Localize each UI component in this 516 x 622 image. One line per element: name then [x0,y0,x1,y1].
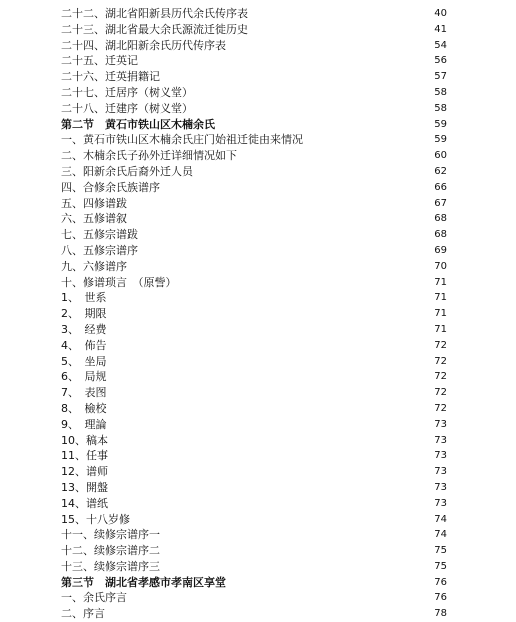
toc-entry-page-number: 76 [434,576,447,588]
toc-entry-title: 三、阳新余氏后裔外迁人员 [61,164,193,178]
toc-entry-page-number: 73 [434,418,447,430]
toc-entry[interactable] [0,527,516,543]
table-of-contents [0,6,516,622]
toc-entry-title: 十、修谱琐言 （原訾） [61,275,177,289]
toc-entry-title: 六、五修谱叙 [61,212,127,226]
toc-entry-page-number: 71 [434,276,447,288]
toc-entry-page-number: 70 [434,260,447,272]
toc-entry[interactable] [0,85,516,101]
toc-entry[interactable] [0,448,516,464]
toc-entry-title: 9、 理論 [61,417,107,431]
toc-entry[interactable] [0,385,516,401]
toc-entry-title: 二、木楠余氏子孙外迁详细情况如下 [61,149,237,163]
toc-entry-page-number: 72 [434,371,447,383]
toc-entry-title: 5、 坐局 [61,354,107,368]
toc-entry-page-number: 66 [434,181,447,193]
toc-entry[interactable] [0,180,516,196]
toc-entry[interactable] [0,480,516,496]
toc-entry-title: 七、五修宗谱跋 [61,228,138,242]
toc-entry[interactable] [0,132,516,148]
toc-entry[interactable] [0,164,516,180]
toc-entry-page-number: 56 [434,55,447,67]
toc-entry[interactable] [0,306,516,322]
toc-entry-page-number: 59 [434,134,447,146]
toc-entry-page-number: 75 [434,545,447,557]
toc-entry-page-number: 60 [434,150,447,162]
toc-entry[interactable] [0,69,516,85]
toc-entry-page-number: 78 [434,608,447,620]
toc-entry-page-number: 71 [434,323,447,335]
toc-entry-page-number: 72 [434,402,447,414]
toc-entry-page-number: 73 [434,481,447,493]
toc-section-heading[interactable] [0,575,516,591]
toc-entry[interactable] [0,433,516,449]
toc-entry-title: 二十六、迁英捐籍记 [61,70,160,84]
toc-entry-title: 8、 檢校 [61,401,107,415]
toc-entry[interactable] [0,211,516,227]
toc-entry[interactable] [0,275,516,291]
toc-entry[interactable] [0,417,516,433]
toc-entry-title: 二、序言 [61,607,105,621]
toc-entry[interactable] [0,496,516,512]
toc-entry-title: 3、 经费 [61,322,107,336]
toc-entry-title: 第二节 黄石市铁山区木楠余氏 [61,117,215,131]
toc-section-heading[interactable] [0,117,516,133]
toc-entry-title: 二十三、湖北省最大余氏源流迁徙历史 [61,22,248,36]
toc-entry[interactable] [0,22,516,38]
toc-entry-page-number: 67 [434,197,447,209]
toc-entry-page-number: 68 [434,229,447,241]
toc-entry-title: 第三节 湖北省孝感市孝南区享堂 [61,575,226,589]
toc-entry[interactable] [0,512,516,528]
toc-entry[interactable] [0,290,516,306]
toc-entry[interactable] [0,227,516,243]
toc-entry[interactable] [0,354,516,370]
toc-entry-page-number: 41 [434,23,447,35]
toc-entry-page-number: 76 [434,592,447,604]
toc-entry-title: 6、 局规 [61,370,107,384]
toc-entry[interactable] [0,53,516,69]
toc-entry-page-number: 71 [434,292,447,304]
toc-entry-page-number: 54 [434,39,447,51]
toc-entry-title: 五、四修谱跋 [61,196,127,210]
toc-entry-page-number: 62 [434,165,447,177]
toc-entry-title: 二十二、湖北省阳新县历代余氏传序表 [61,7,248,20]
toc-entry[interactable] [0,543,516,559]
toc-entry[interactable] [0,606,516,622]
toc-entry-title: 一、黄石市铁山区木楠余氏庄门始祖迁徙由来情况 [61,133,303,147]
toc-entry-title: 十三、续修宗谱序三 [61,559,160,573]
toc-entry-page-number: 74 [434,529,447,541]
toc-entry[interactable] [0,148,516,164]
toc-entry-title: 15、十八岁修 [61,512,130,526]
toc-entry-page-number: 40 [434,8,447,19]
toc-entry-title: 十二、续修宗谱序二 [61,544,160,558]
toc-entry-page-number: 73 [434,466,447,478]
toc-entry-title: 13、開盤 [61,480,108,494]
toc-entry[interactable] [0,6,516,22]
toc-entry-page-number: 68 [434,213,447,225]
toc-entry[interactable] [0,243,516,259]
toc-entry-title: 14、谱纸 [61,496,108,510]
toc-entry[interactable] [0,101,516,117]
toc-entry-title: 十一、续修宗谱序一 [61,528,160,542]
toc-entry-page-number: 74 [434,513,447,525]
toc-entry-title: 11、任事 [61,449,108,463]
toc-entry[interactable] [0,338,516,354]
toc-entry[interactable] [0,322,516,338]
toc-entry-title: 二十四、湖北阳新余氏历代传序表 [61,38,226,52]
toc-entry-page-number: 73 [434,434,447,446]
toc-entry-title: 一、余氏序言 [61,591,127,605]
toc-entry-title: 4、 佈告 [61,338,107,352]
toc-entry-title: 2、 期限 [61,307,107,321]
toc-entry[interactable] [0,559,516,575]
toc-entry-page-number: 73 [434,497,447,509]
toc-entry-title: 12、谱师 [61,465,108,479]
toc-entry[interactable] [0,38,516,54]
toc-entry-page-number: 75 [434,560,447,572]
toc-entry-page-number: 59 [434,118,447,130]
toc-entry-page-number: 69 [434,244,447,256]
toc-entry[interactable] [0,369,516,385]
toc-entry-title: 二十五、迁英记 [61,54,138,68]
toc-entry[interactable] [0,259,516,275]
toc-entry-title: 八、五修宗谱序 [61,243,138,257]
toc-entry[interactable] [0,590,516,606]
toc-entry-page-number: 58 [434,102,447,114]
toc-entry-page-number: 72 [434,339,447,351]
toc-entry-page-number: 58 [434,86,447,98]
toc-entry-page-number: 72 [434,387,447,399]
toc-entry-page-number: 72 [434,355,447,367]
toc-entry-title: 7、 表图 [61,386,107,400]
toc-entry[interactable] [0,464,516,480]
toc-entry-title: 四、合修余氏族谱序 [61,180,160,194]
toc-entry-title: 1、 世系 [61,291,107,305]
toc-entry[interactable] [0,401,516,417]
toc-entry-page-number: 57 [434,71,447,83]
toc-entry[interactable] [0,196,516,212]
toc-entry-title: 九、六修谱序 [61,259,127,273]
toc-entry-page-number: 73 [434,450,447,462]
toc-entry-title: 二十八、迁建序（树义堂） [61,101,193,115]
toc-entry-title: 二十七、迁居序（树义堂） [61,85,193,99]
toc-entry-title: 10、稿本 [61,433,108,447]
toc-entry-page-number: 71 [434,308,447,320]
